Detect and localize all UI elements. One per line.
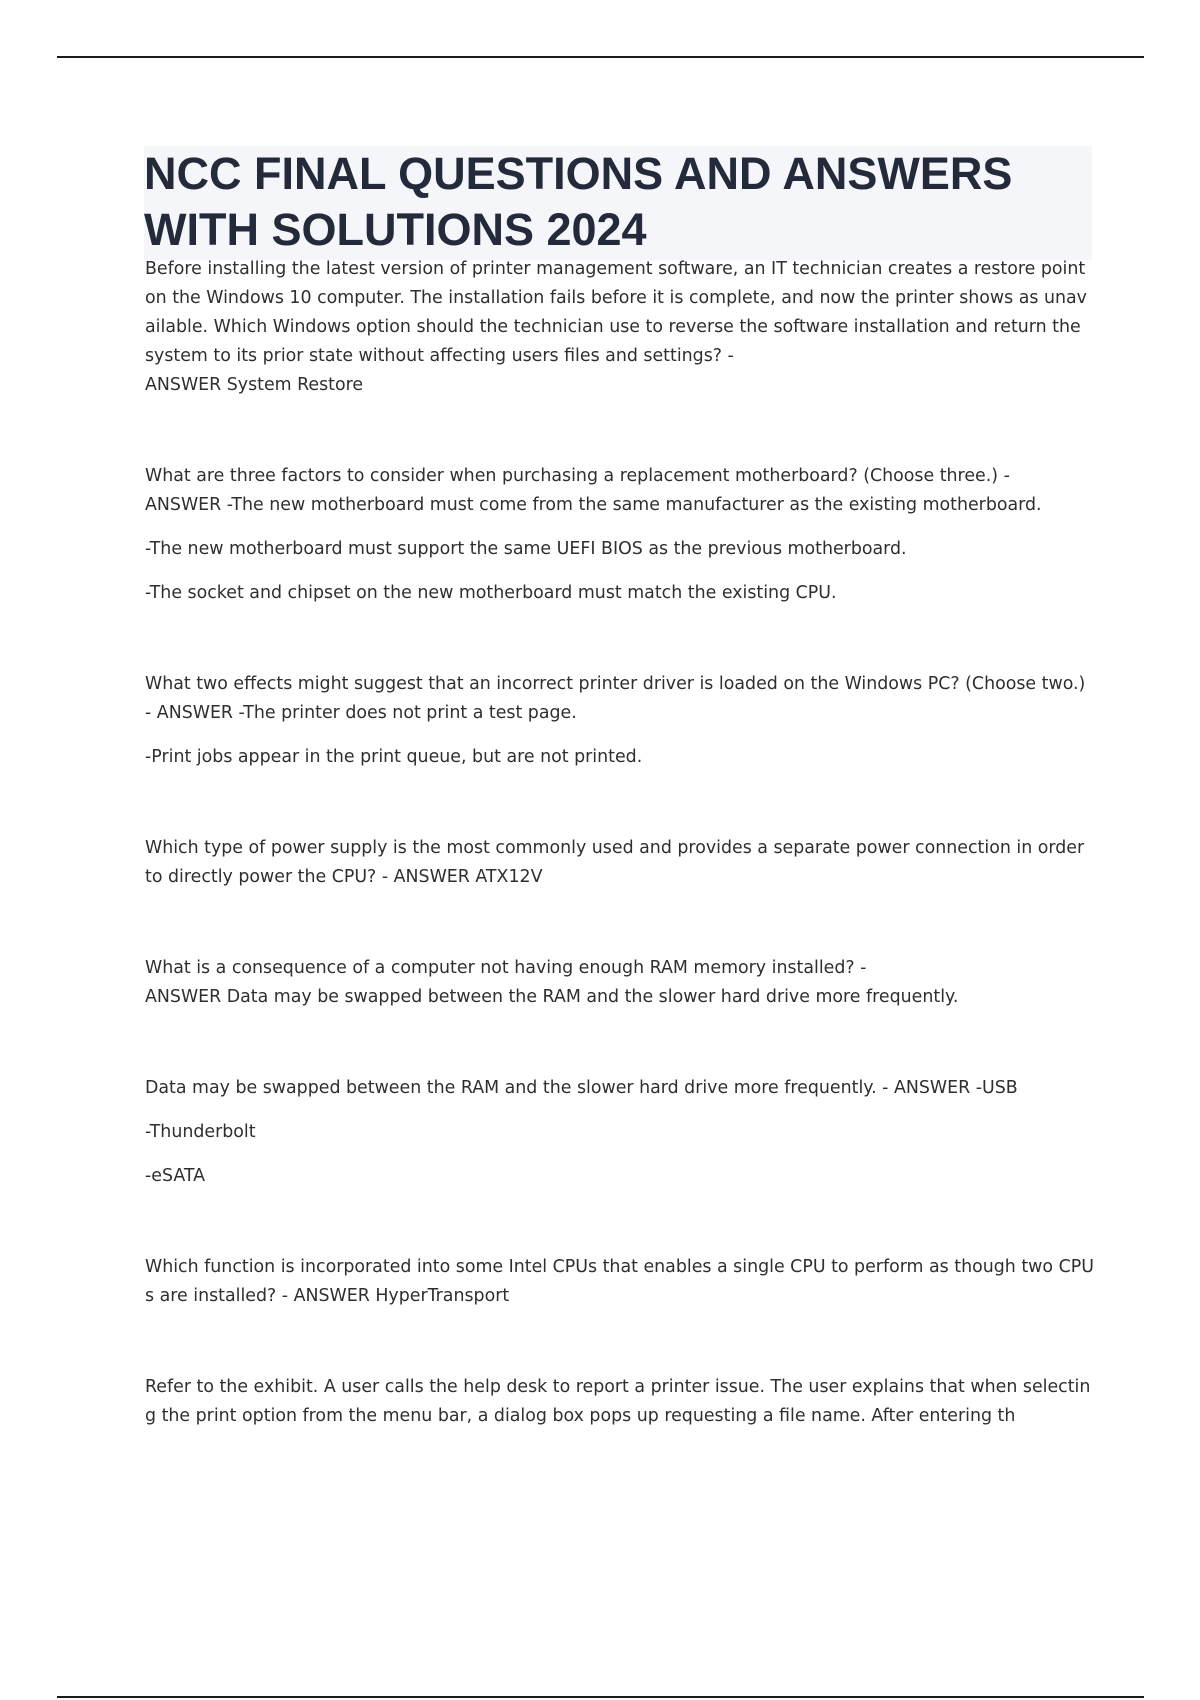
qa-item xyxy=(145,670,1095,772)
document-body xyxy=(145,255,1095,1493)
qa-item xyxy=(145,462,1095,608)
qa-item xyxy=(145,954,1095,1012)
answer-extra-line: -The socket and chipset on the new motherboard must match the existing CPU. xyxy=(145,583,837,603)
qa-item xyxy=(145,1373,1095,1431)
question-text: Before installing the latest version of printer management software, an IT technician creates a restore point on the Windows 10 computer. The installation fails before it is complete, and now the printer shows as unavailable. Which Windows option should the technician use to reverse the software installation and return the system to its prior state without affecting users files and settings? - xyxy=(145,259,1087,366)
answer-text: ANSWER -The new motherboard must come from the same manufacturer as the existing motherboard. xyxy=(145,495,1042,515)
answer-extra-line: -eSATA xyxy=(145,1166,206,1186)
answer-text: ANSWER Data may be swapped between the RAM and the slower hard drive more frequently. xyxy=(145,987,959,1007)
answer-text: ANSWER System Restore xyxy=(145,375,364,395)
answer-extra-line: -Thunderbolt xyxy=(145,1122,256,1142)
question-text: What is a consequence of a computer not having enough RAM memory installed? - xyxy=(145,958,867,978)
qa-item xyxy=(145,255,1095,400)
title-block xyxy=(144,146,1092,260)
qa-item xyxy=(145,1253,1095,1311)
question-text: Which type of power supply is the most commonly used and provides a separate power connection in order to directly power the CPU? - ANSWER ATX12V xyxy=(145,838,1085,887)
top-rule xyxy=(57,56,1144,58)
question-text: What two effects might suggest that an incorrect printer driver is loaded on the Windows PC? (Choose two.) - ANSWER -The printer does not print a test page. xyxy=(145,674,1086,723)
qa-item xyxy=(145,1074,1095,1191)
bottom-rule xyxy=(57,1696,1144,1698)
answer-extra-line: -Print jobs appear in the print queue, but are not printed. xyxy=(145,747,643,767)
question-text: What are three factors to consider when purchasing a replacement motherboard? (Choose three.) - xyxy=(145,466,1010,486)
document-title: NCC FINAL QUESTIONS AND ANSWERS WITH SOLUTIONS 2024 xyxy=(144,148,1013,255)
question-text: Which function is incorporated into some Intel CPUs that enables a single CPU to perform as though two CPUs are installed? - ANSWER HyperTransport xyxy=(145,1257,1094,1306)
qa-item xyxy=(145,834,1095,892)
question-text: Data may be swapped between the RAM and the slower hard drive more frequently. - ANSWER -USB xyxy=(145,1078,1018,1098)
answer-extra-line: -The new motherboard must support the same UEFI BIOS as the previous motherboard. xyxy=(145,539,907,559)
question-text: Refer to the exhibit. A user calls the help desk to report a printer issue. The user explains that when selecting the print option from the menu bar, a dialog box pops up requesting a file name. After entering th xyxy=(145,1377,1091,1426)
